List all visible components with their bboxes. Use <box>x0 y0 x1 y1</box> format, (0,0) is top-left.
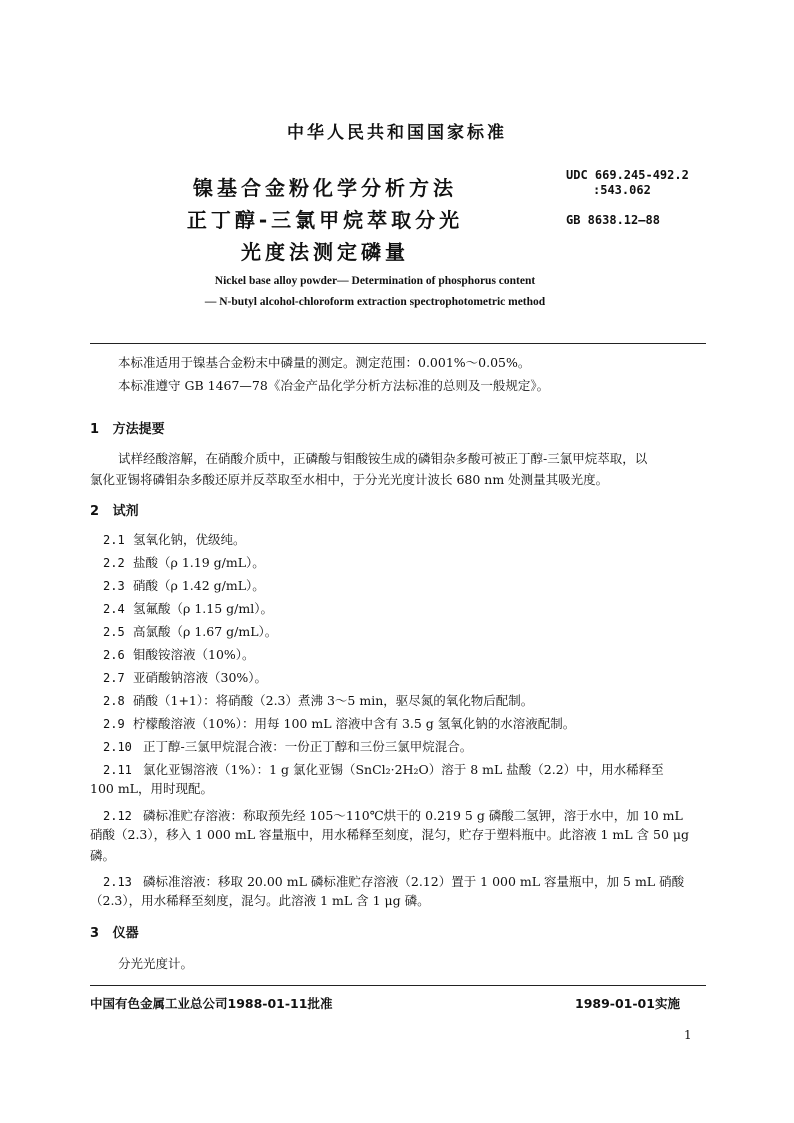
reagent-item: 2.9 柠檬酸溶液（10%）：用每 100 mL 溶液中含有 3.5 g 氢氧化钠的水溶液配制。 <box>103 716 576 731</box>
section-1-title: 方法提要 <box>112 422 165 437</box>
title-line-2: 正丁醇-三氯甲烷萃取分光 <box>186 208 464 232</box>
reagent-item: 2.11 氯化亚锡溶液（1%）：1 g 氯化亚锡（SnCl₂·2H₂O）溶于 8 mL 盐酸（2.2）中，用水稀释至 <box>103 762 664 777</box>
reagent-item: 2.2 盐酸（ρ 1.19 g/mL）。 <box>103 555 265 570</box>
section-2-number: 2 <box>90 504 100 519</box>
implementation-date: 1989-01-01实施 <box>575 996 680 1011</box>
reagent-item: 2.1 氢氧化钠，优级纯。 <box>103 532 246 547</box>
instrument-text: 分光光度计。 <box>118 956 194 971</box>
section-2-heading <box>90 500 139 519</box>
reagent-item: 2.7 亚硝酸钠溶液（30%）。 <box>103 670 268 685</box>
reagent-item: 2.8 硝酸（1+1）：将硝酸（2.3）煮沸 3～5 min，驱尽氮的氧化物后配制。 <box>103 693 534 708</box>
footer-divider <box>90 985 706 986</box>
title-line-1: 镍基合金粉化学分析方法 <box>193 176 457 200</box>
title-line-3: 光度法测定磷量 <box>241 240 409 264</box>
national-standard-heading: 中华人民共和国国家标准 <box>287 123 507 143</box>
reagent-item: 2.10 正丁醇-三氯甲烷混合液：一份正丁醇和三份三氯甲烷混合。 <box>103 739 473 754</box>
reagent-item: 2.6 钼酸铵溶液（10%）。 <box>103 647 255 662</box>
reagent-item: 2.12 磷标准贮存溶液：称取预先经 105～110℃烘干的 0.219 5 g 磷酸二氢钾，溶于水中，加 10 mL <box>103 808 683 823</box>
reagent-item: 2.3 硝酸（ρ 1.42 g/mL）。 <box>103 578 265 593</box>
section-3-title: 仪器 <box>112 926 139 941</box>
method-summary-line-1: 试样经酸溶解，在硝酸介质中，正磷酸与钼酸铵生成的磷钼杂多酸可被正丁醇-三氯甲烷萃取，以 <box>118 451 648 466</box>
compliance-statement: 本标准遵守 GB 1467—78《冶金产品化学分析方法标准的总则及一般规定》。 <box>118 378 550 393</box>
header-divider <box>90 343 706 344</box>
reagent-item-continuation: 磷。 <box>90 848 116 863</box>
reagent-item: 2.13 磷标准溶液：移取 20.00 mL 磷标准贮存溶液（2.12）置于 1 000 mL 容量瓶中，加 5 mL 硝酸 <box>103 874 685 889</box>
section-1-heading <box>90 418 165 437</box>
reagent-item: 2.4 氢氟酸（ρ 1.15 g/ml）。 <box>103 601 273 616</box>
method-summary-line-2: 氯化亚锡将磷钼杂多酸还原并反萃取至水相中，于分光光度计波长 680 nm 处测量其吸光度。 <box>90 472 609 487</box>
udc-code-line-1: UDC 669.245-492.2 <box>566 168 689 182</box>
section-3-number: 3 <box>90 926 100 941</box>
reagent-item: 2.5 高氯酸（ρ 1.67 g/mL）。 <box>103 624 278 639</box>
reagent-item-continuation: （2.3），用水稀释至刻度，混匀。此溶液 1 mL 含 1 μg 磷。 <box>90 893 430 908</box>
section-3-heading <box>90 922 139 941</box>
udc-code-line-2: :543.062 <box>593 183 651 197</box>
english-title-line-2: — N-butyl alcohol-chloroform extraction spectrophotometric method <box>204 296 546 308</box>
reagent-item-continuation: 硝酸（2.3），移入 1 000 mL 容量瓶中，用水稀释至刻度，混匀，贮存于塑料瓶中。此溶液 1 mL 含 50 μg <box>90 827 689 842</box>
gb-standard-number: GB 8638.12—88 <box>566 213 660 227</box>
scope-statement: 本标准适用于镍基合金粉末中磷量的测定。测定范围：0.001%～0.05%。 <box>118 355 531 370</box>
page-number: 1 <box>684 1028 692 1042</box>
reagent-item-continuation: 100 mL，用时现配。 <box>90 781 213 796</box>
english-title-line-1: Nickel base alloy powder— Determination of phosphorus content <box>214 275 536 287</box>
approval-line: 中国有色金属工业总公司1988-01-11批准 <box>90 996 333 1011</box>
section-1-number: 1 <box>90 422 100 437</box>
section-2-title: 试剂 <box>112 504 139 519</box>
